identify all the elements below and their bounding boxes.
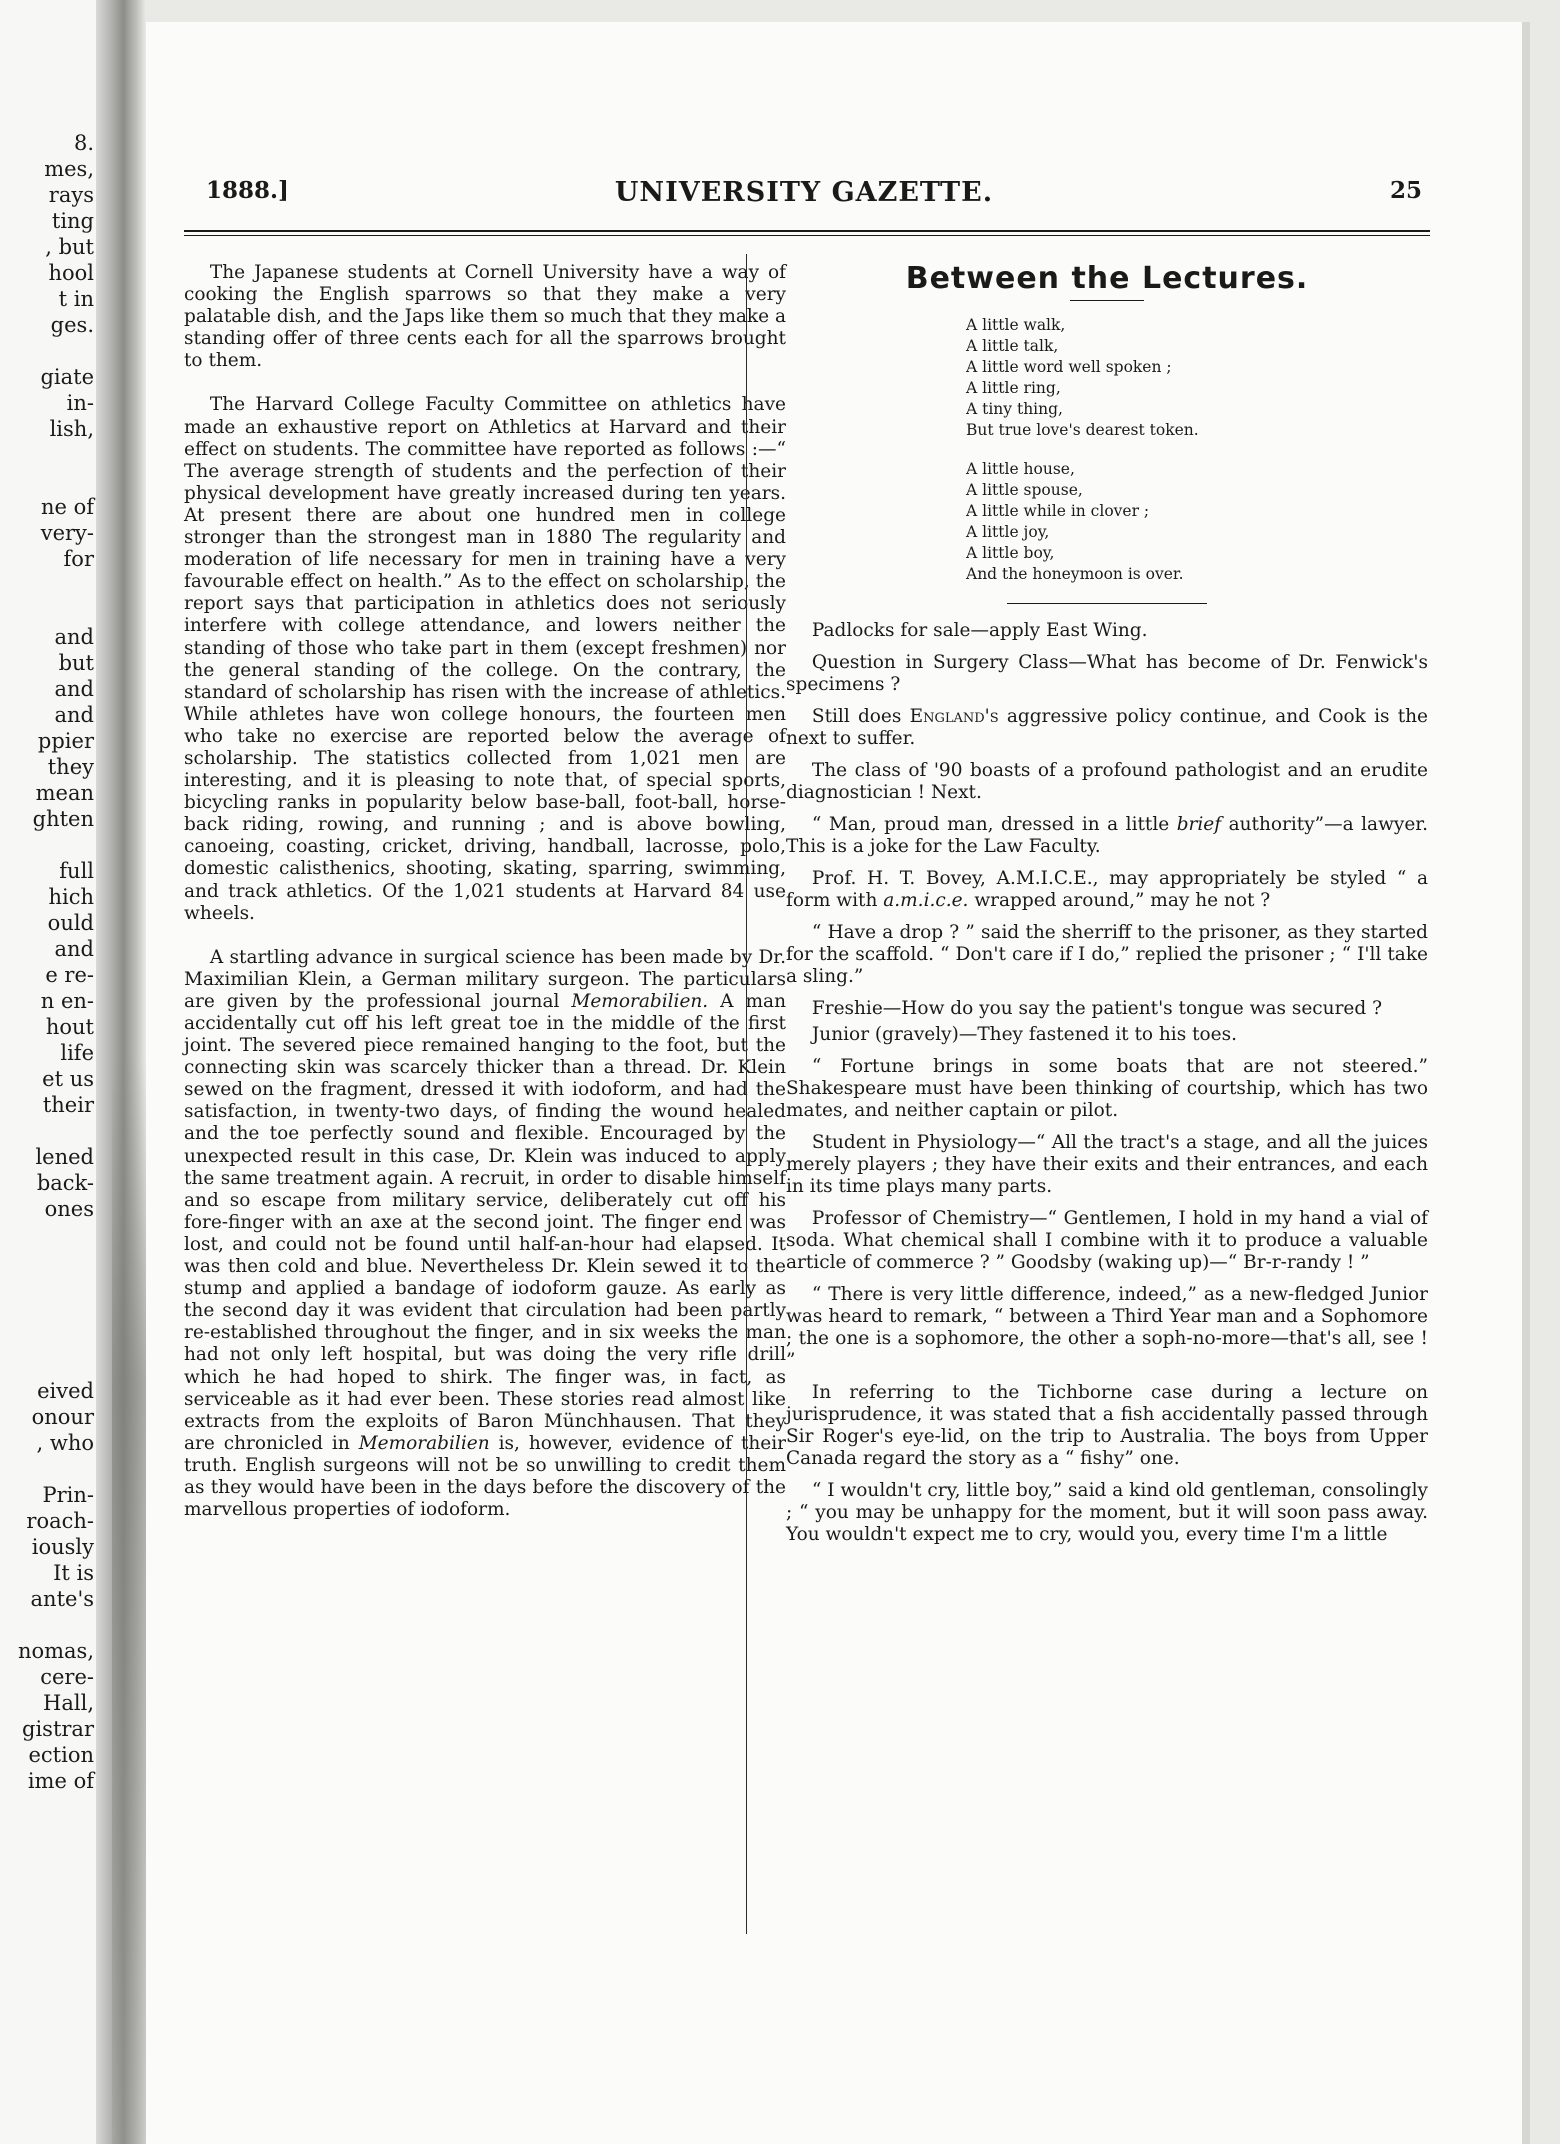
previous-page-fragment: onour [31, 1405, 94, 1429]
article-surgical-advance: A startling advance in surgical science has been made by Dr. Maximilian Klein, a German military surgeon. The particulars are given by the professional journal Memorabilien. A man accidentally cut off his left great toe in the middle of the first joint. The severed piece remained hanging to the foot, but the connecting skin was scarcely thicker than a thread. Dr. Klein sewed on the fragment, dressed it with iodoform, and had the satisfaction, in twenty-two days, of finding the wound healed and the toe perfectly sound and flexible. Encouraged by the unexpected result in this case, Dr. Klein was induced to apply the same treatment again. A recruit, in order to disable himself and so escape from military service, deliberately cut off his fore-finger with an axe at the second joint. The finger end was lost, and could not be found until half-an-hour had elapsed. It was then cold and blue. Nevertheless Dr. Klein sewed it to the stump and applied a bandage of iodoform gauze. As early as the second day it was evident that circulation had been partly re-established throughout the finger, and in six weeks the man had not only left hospital, but was doing the very rifle drill which he had hoped to shirk. The finger was, in fact, as serviceable as it had ever been. These stories read almost like extracts from the exploits of Baron Münchhausen. That they are chronicled in Memorabilien is, however, evidence of their truth. English surgeons will not be so unwilling to credit them as they would have been in the days before the discovery of the marvellous properties of iodoform. [184, 946, 787, 1521]
previous-page-fragment: lened [35, 1145, 94, 1169]
item-have-a-drop: “ Have a drop ? ” said the sherriff to the prisoner, as they started for the scaffold. “ Don't care if I do,” replied the prisoner ; “ I'll take a sling.” [786, 922, 1428, 987]
page-year: 1888.] [206, 177, 289, 204]
header-rule-thick [184, 230, 1430, 232]
previous-page-fragment: cere- [40, 1665, 94, 1689]
previous-page-fragment: hool [48, 261, 94, 285]
previous-page-fragment: and [54, 677, 94, 701]
previous-page-fragment: in- [66, 391, 94, 415]
poem-line: A little while in clover ; [966, 502, 1150, 520]
previous-page-fragments [4, 130, 94, 1794]
previous-page-fragment: t in [58, 287, 94, 311]
previous-page-fragment [4, 1456, 94, 1482]
previous-page-fragment [4, 1248, 94, 1274]
previous-page-fragment: ppier [37, 729, 94, 753]
previous-page-fragment [4, 1352, 94, 1378]
previous-page-fragment: lish, [49, 417, 94, 441]
previous-page-fragment: giate [40, 365, 94, 389]
right-column [786, 254, 1428, 1556]
previous-page-fragment: but [58, 651, 94, 675]
previous-page-fragment: they [47, 755, 94, 779]
item-junior: Junior (gravely)—They fastened it to his toes. [811, 1024, 1237, 1045]
section-heading: Between the Lectures. [905, 261, 1309, 296]
poem-line: A little word well spoken ; [966, 358, 1172, 376]
page-edge [1522, 22, 1530, 2144]
previous-page-fragment [4, 598, 94, 624]
poem-line: A little house, [966, 460, 1075, 478]
item-surgery-class: Question in Surgery Class—What has become of Dr. Fenwick's specimens ? [786, 652, 1428, 695]
previous-page-fragment: mean [35, 781, 94, 805]
item-tichborne: In referring to the Tichborne case during a lecture on jurisprudence, it was stated that a fish accidentally passed through Sir Roger's eye-lid, on the trip to Australia. The boys from Upper Canada regard the story as a “ fishy” one. [786, 1382, 1428, 1469]
item-sophomore: “ There is very little difference, indeed,” as a new-fledged Junior was heard to remark, “ between a Third Year man and a Sophomore ; the one is a sophomore, the other a soph-no-more—that's all, see ! ” [786, 1284, 1428, 1371]
poem-line: A little ring, [966, 379, 1061, 397]
page-header [186, 177, 1422, 217]
previous-page-fragment: very- [40, 521, 94, 545]
header-rule-thin [184, 235, 1430, 236]
poem-line: A little joy, [966, 523, 1050, 541]
item-freshie: Freshie—How do you say the patient's tongue was secured ? [811, 998, 1383, 1019]
previous-page-fragment: ting [51, 209, 94, 233]
poem-line: A tiny thing, [966, 400, 1063, 418]
poem-stanza-1 [966, 315, 1428, 441]
previous-page-fragment: and [54, 625, 94, 649]
heading-rule [1070, 300, 1144, 301]
previous-page-fragment [4, 442, 94, 468]
previous-page-fragment: , but [45, 235, 94, 259]
poem [966, 315, 1428, 585]
poem-line: A little boy, [966, 544, 1055, 562]
previous-page-fragment [4, 1118, 94, 1144]
item-proud-man: “ Man, proud man, dressed in a little brief authority”—a lawyer. This is a joke for the Law Faculty. [786, 814, 1428, 857]
article-harvard-athletics: The Harvard College Faculty Committee on athletics have made an exhaustive report on Athletics at Harvard and their effect on students. The committee have reported as follows :—“ The average strength of students and the perfection of their physical development have greatly increased during ten years. At present there are about one hundred men in college stronger than the strongest man in 1880 The regularity and moderation of life necessary for men in training have a very favourable effect on health.” As to the effect on scholarship, the report says that participation in athletics does not seriously interfere with college attendance, and lowers neither the standing of those who take part in them (except freshmen) nor the general standing of the college. On the contrary, the standard of scholarship has risen with the increase of athletics. While athletes have won college honours, the fourteen men who take no exercise are reported below the average of scholarship. The statistics collected from 1,021 men are interesting, and it is pleasing to note that, of special sports, bicycling ranks in popularity below base-ball, foot-ball, horse-back riding, rowing, and running ; and is above bowling, canoeing, coasting, cricket, driving, handball, lacrosse, polo, domestic calisthenics, shooting, skating, sparring, swimming, and track athletics. Of the 1,021 students at Harvard 84 use wheels. [184, 394, 786, 924]
previous-page-fragment: hout [45, 1015, 94, 1039]
poem-rule [1007, 603, 1207, 604]
previous-page-fragment: ges. [50, 313, 94, 337]
previous-page-fragment: back- [36, 1171, 94, 1195]
previous-page-fragment: e re- [45, 963, 94, 987]
previous-page-fragment [4, 1612, 94, 1638]
item-fortune: “ Fortune brings in some boats that are not steered.” Shakespeare must have been thinking of courtship, which has two mates, and neither captain or pilot. [786, 1056, 1428, 1121]
previous-page-fragment: ante's [30, 1587, 94, 1611]
previous-page-fragment: gistrar [22, 1717, 94, 1741]
previous-page-fragment: Prin- [42, 1483, 94, 1507]
previous-page-fragment: rays [48, 183, 94, 207]
previous-page-fragment [4, 1222, 94, 1248]
previous-page-fragment: 8. [73, 131, 94, 155]
previous-page-fragment: n en- [40, 989, 94, 1013]
column-divider [746, 254, 747, 1934]
left-column [184, 262, 786, 1543]
previous-page-fragment [4, 338, 94, 364]
previous-page-fragment: et us [42, 1067, 94, 1091]
previous-page-fragment [4, 1274, 94, 1300]
previous-page-fragment: for [63, 547, 94, 571]
poem-line: A little walk, [966, 316, 1066, 334]
poem-line: A little spouse, [966, 481, 1083, 499]
previous-page-fragment: ghten [32, 807, 94, 831]
previous-page-strip [0, 0, 96, 2144]
previous-page-fragment: ones [44, 1197, 94, 1221]
item-bovey: Prof. H. T. Bovey, A.M.I.C.E., may appropriately be styled “ a form with a.m.i.c.e. wrapped around,” may he not ? [786, 868, 1428, 911]
previous-page-fragment: ne of [40, 495, 94, 519]
previous-page-fragment: nomas, [17, 1639, 94, 1663]
previous-page-fragment: It is [53, 1561, 94, 1585]
item-chemistry: Professor of Chemistry—“ Gentlemen, I hold in my hand a vial of soda. What chemical shall I combine with it to produce a valuable article of commerce ? ” Goodsby (waking up)—“ Br-r-randy ! ” [786, 1208, 1428, 1273]
previous-page-fragment [4, 832, 94, 858]
previous-page-fragment: their [42, 1093, 94, 1117]
previous-page-fragment: and [54, 937, 94, 961]
item-physiology: Student in Physiology—“ All the tract's a stage, and all the juices merely players ; they have their exits and their entrances, and each in its time plays many parts. [786, 1132, 1428, 1197]
poem-stanza-2 [966, 459, 1428, 585]
item-padlocks: Padlocks for sale—apply East Wing. [811, 620, 1148, 641]
previous-page-fragment: eived [37, 1379, 94, 1403]
previous-page-fragment: ection [28, 1743, 94, 1767]
poem-line: And the honeymoon is over. [966, 565, 1184, 583]
poem-line: But true love's dearest token. [966, 421, 1199, 439]
previous-page-fragment: full [59, 859, 94, 883]
previous-page-fragment: life [60, 1041, 94, 1065]
item-class-90: The class of '90 boasts of a profound pathologist and an erudite diagnostician ! Next. [786, 760, 1428, 803]
poem-line: A little talk, [966, 337, 1059, 355]
previous-page-fragment: Hall, [43, 1691, 94, 1715]
gazette-page [146, 22, 1522, 2144]
item-england: Still does England's aggressive policy continue, and Cook is the next to suffer. [786, 706, 1428, 749]
previous-page-fragment [4, 572, 94, 598]
previous-page-fragment [4, 1326, 94, 1352]
previous-page-fragment [4, 468, 94, 494]
page-title: UNIVERSITY GAZETTE. [614, 177, 994, 208]
spine-stain [112, 1060, 146, 2144]
article-cornell-sparrows: The Japanese students at Cornell University have a way of cooking the English sparrows so that they make a very palatable dish, and the Japs like them so much that they make a standing offer of three cents each for all the sparrows brought to them. [184, 262, 786, 372]
previous-page-fragment: iously [31, 1535, 94, 1559]
page-number: 25 [1389, 177, 1422, 204]
previous-page-fragment: mes, [44, 157, 94, 181]
previous-page-fragment: , who [36, 1431, 94, 1455]
previous-page-fragment: ould [47, 911, 94, 935]
previous-page-fragment: ime of [27, 1769, 94, 1793]
previous-page-fragment: and [54, 703, 94, 727]
previous-page-fragment: roach- [26, 1509, 94, 1533]
item-little-boy: “ I wouldn't cry, little boy,” said a kind old gentleman, consolingly ; “ you may be unhappy for the moment, but it will soon pass away. You wouldn't expect me to cry, would you, every time I'm a little [786, 1480, 1428, 1545]
previous-page-fragment [4, 1300, 94, 1326]
previous-page-fragment: hich [48, 885, 94, 909]
